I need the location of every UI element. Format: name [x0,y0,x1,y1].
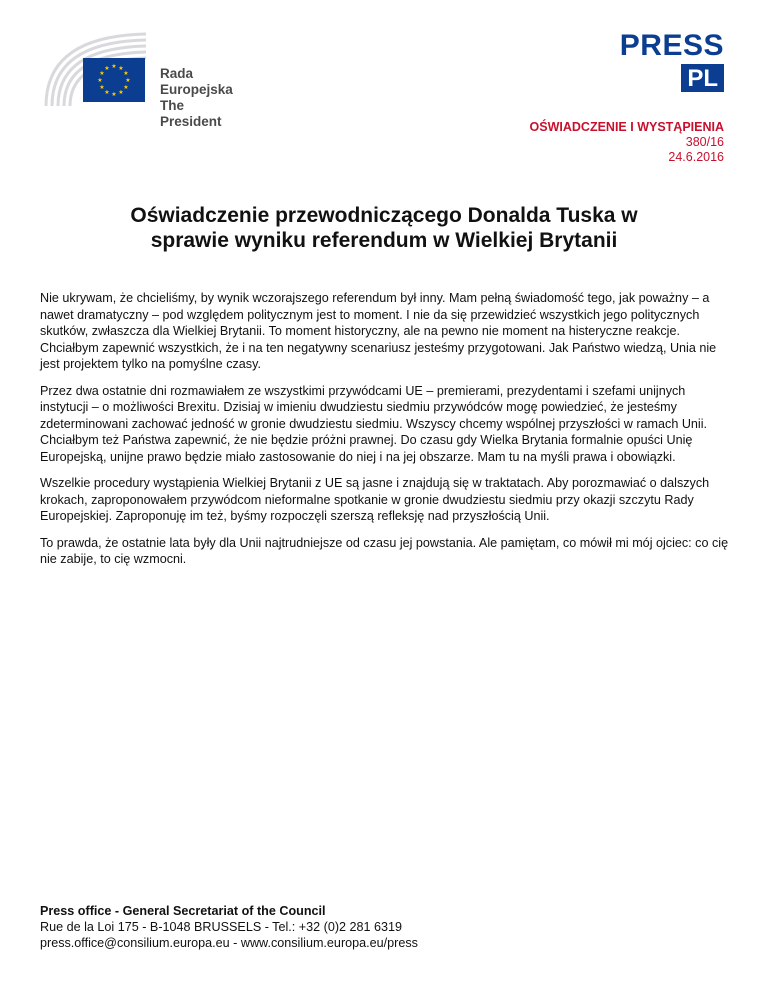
svg-text:★: ★ [97,77,103,84]
svg-text:★: ★ [104,89,110,96]
svg-text:★: ★ [123,70,129,77]
document-date: 24.6.2016 [668,150,724,164]
document-body [40,290,730,578]
press-word: PRESS [619,29,724,62]
svg-text:★: ★ [111,91,117,98]
council-name-line1: Rada Europejska [160,66,233,97]
svg-text:★: ★ [123,84,129,91]
svg-text:★: ★ [118,89,124,96]
footer-address: Rue de la Loi 175 - B-1048 BRUSSELS - Tel.: +32 (0)2 281 6319 [40,920,403,934]
council-name [160,66,236,130]
svg-text:★: ★ [125,77,131,84]
svg-text:★: ★ [118,65,124,72]
svg-text:★: ★ [99,70,105,77]
council-logo [36,28,236,129]
title-line-2: sprawie wyniku referendum w Wielkiej Brytanii [150,229,618,252]
page-title [40,203,728,253]
footer [40,903,418,951]
svg-text:★: ★ [111,63,117,70]
paragraph-1: Nie ukrywam, że chcieliśmy, by wynik wczorajszego referendum był inny. Mam pełną świadomość tego, jak poważny – a nawet dramatyczny – pod względem politycznym jest to moment. I nie da się przewidzieć wszystkich jego politycznych skutków, zwłaszcza dla Wielkiej Brytanii. To moment historyczny, ale na pewno nie moment na histeryczne reakcje. Chciałbym zapewnić wszystkich, że i na ten negatywny scenariusz jesteśmy przygotowani. Jak Państwo wiedzą, Unia nie jest projektem tylko na pomyślne czasy. [40,291,717,371]
paragraph-2: Przez dwa ostatnie dni rozmawiałem ze wszystkimi przywódcami UE – premierami, prezydentami i szefami unijnych instytucji – o możliwości Brexitu. Dzisiaj w imieniu dwudziestu siedmiu przywódców mogę powiedzieć, że jesteśmy zdeterminowani zachować jedność w gronie dwudziestu siedmiu. Wszyscy chcemy wspólnej przyszłości w ramach Unii. Chciałbym też Państwa zapewnić, że nie będzie próżni prawnej. Do czasu gdy Wielka Brytania formalnie opuści Unię Europejską, unijne prawo będzie miało zastosowanie do niej i na jej obszarze. Mam tu na myśli prawa i obowiązki. [40,383,708,464]
paragraph-3: Wszelkie procedury wystąpienia Wielkiej Brytanii z UE są jasne i znajdują się w traktatach. Aby porozmawiać o dalszych krokach, zaproponowałem przywódcom nieformalne spotkanie w gronie dwudziestu siedmiu przy okazji szczytu Rady Europejskiej. Zaproponuję im też, byśmy rozpoczęli szerszą refleksję nad przyszłością Unii. [40,476,710,523]
press-language-badge: PL [681,64,724,92]
document-category: OŚWIADCZENIE I WYSTĄPIENIA [529,120,724,134]
document-meta [530,120,724,165]
footer-contact: press.office@consilium.europa.eu - www.consilium.europa.eu/press [40,936,418,950]
eu-flag-icon [83,58,145,102]
press-badge [614,30,724,92]
footer-title: Press office - General Secretariat of the Council [40,904,326,918]
document-number: 380/16 [685,135,724,149]
title-line-1: Oświadczenie przewodniczącego Donalda Tuska w [130,204,638,227]
svg-text:★: ★ [99,84,105,91]
svg-text:★: ★ [104,65,110,72]
council-name-line2: The President [160,98,222,129]
paragraph-4: To prawda, że ostatnie lata były dla Unii najtrudniejsze od czasu jej powstania. Ale pamiętam, co mówił mi mój ojciec: co cię nie zabije, to cię wzmocni. [40,535,729,566]
